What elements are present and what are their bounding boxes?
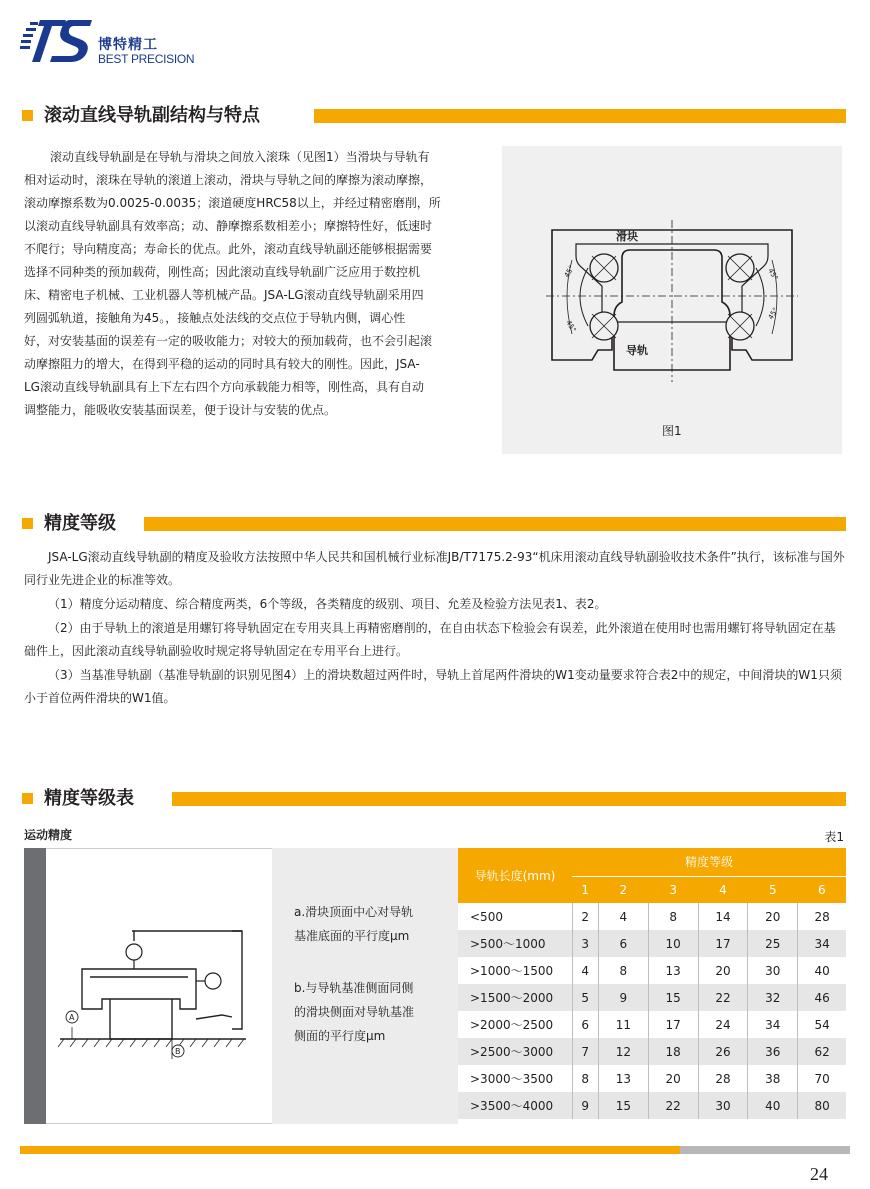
tolerance-cell: 3 — [572, 930, 598, 957]
tolerance-cell: 40 — [798, 957, 846, 984]
tolerance-cell: 4 — [572, 957, 598, 984]
paragraph: （3）当基准导轨副（基准导轨副的识别见图4）上的滑块数超过两件时，导轨上首尾两件滑块的W1变动量要求符合表2中的规定，中间滑块的W1只须小于首位两件滑块的W1值。 — [24, 668, 842, 705]
heading-accent-bar — [144, 517, 846, 531]
description-b: b.与导轨基准侧面同侧 的滑块侧面对导轨基准 侧面的平行度μm — [294, 981, 415, 1043]
paragraph-line: 好，对安装基面的误差有一定的吸收能力；对较大的预加载荷，也不会引起滚 — [24, 334, 433, 348]
paragraph-line: 动摩擦阻力的增大，在得到平稳的运动的同时具有较大的刚性。因此，JSA- — [24, 357, 420, 371]
tolerance-cell: 32 — [748, 984, 798, 1011]
paragraph-line: LG滚动直线导轨副具有上下左右四个方向承载能力相等，刚性高，具有自动 — [24, 380, 424, 394]
tolerance-cell: 13 — [648, 957, 698, 984]
rail-length-cell: >1000～1500 — [458, 957, 572, 984]
tolerance-cell: 26 — [698, 1038, 748, 1065]
heading-bullet-icon — [22, 793, 33, 804]
figure-1-caption: 图1 — [662, 424, 682, 438]
tolerance-cell: 15 — [598, 1092, 648, 1119]
tolerance-cell: 15 — [648, 984, 698, 1011]
tolerance-cell: 20 — [648, 1065, 698, 1092]
page-number: 24 — [810, 1164, 828, 1184]
heading-accent-bar — [172, 792, 846, 806]
table-number: 表1 — [824, 830, 844, 844]
tolerance-cell: 11 — [598, 1011, 648, 1038]
measurement-diagram-panel — [46, 848, 272, 1124]
section-title: 滚动直线导轨副结构与特点 — [44, 104, 270, 128]
figure-1-panel — [502, 146, 842, 454]
svg-text:45°: 45° — [562, 264, 576, 279]
paragraph-line: 列圆弧轨道，接触角为45。，接触点处法线的交点位于导轨内侧，调心性 — [24, 311, 406, 325]
tolerance-cell: 20 — [698, 957, 748, 984]
tolerance-cell: 7 — [572, 1038, 598, 1065]
tolerance-cell: 9 — [598, 984, 648, 1011]
structure-paragraph — [24, 146, 494, 422]
rail-length-cell: >2000～2500 — [458, 1011, 572, 1038]
tolerance-cell: 18 — [648, 1038, 698, 1065]
tolerance-cell: 9 — [572, 1092, 598, 1119]
measurement-description-panel — [272, 848, 458, 1124]
section-heading-table — [22, 787, 846, 811]
tolerance-cell: 12 — [598, 1038, 648, 1065]
tolerance-cell: 13 — [598, 1065, 648, 1092]
rail-length-cell: >1500～2000 — [458, 984, 572, 1011]
tolerance-cell: 17 — [648, 1011, 698, 1038]
rail-length-cell: >3500～4000 — [458, 1092, 572, 1119]
paragraph-line: 床、精密电子机械、工业机器人等机械产品。JSA-LG滚动直线导轨副采用四 — [24, 288, 424, 302]
tolerance-cell: 22 — [648, 1092, 698, 1119]
paragraph-line: 不爬行；导向精度高；寿命长的优点。此外，滚动直线导轨副还能够根据需要 — [24, 242, 433, 256]
tolerance-cell: 62 — [798, 1038, 846, 1065]
rail-label: 导轨 — [626, 344, 648, 357]
tolerance-cell: 34 — [798, 930, 846, 957]
tolerance-cell: 14 — [698, 903, 748, 930]
paragraph: （2）由于导轨上的滚道是用螺钉将导轨固定在专用夹具上再精密磨削的，在自由状态下检验会有误差，此外滚道在使用时也需用螺钉将导轨固定在基础件上，因此滚动直线导轨副验收时规定将导轨固定在专用平台上进行。 — [24, 621, 836, 658]
paragraph: JSA-LG滚动直线导轨副的精度及验收方法按照中华人民共和国机械行业标准JB/T7175.2-93“机床用滚动直线导轨副验收技术条件”执行，该标准与国外同行业先进企业的标准等效。 — [24, 550, 845, 587]
heading-bullet-icon — [22, 110, 33, 121]
tolerance-cell: 17 — [698, 930, 748, 957]
rail-cross-section-diagram — [502, 146, 842, 416]
tolerance-cell: 10 — [648, 930, 698, 957]
paragraph: （1）精度分运动精度、综合精度两类，6个等级，各类精度的级别、项目、允差及检验方法见表1、表2。 — [48, 597, 607, 611]
section-title: 精度等级 — [44, 512, 126, 536]
header-grade: 2 — [598, 876, 648, 903]
paragraph-line: 滚动直线导轨副是在导轨与滑块之间放入滚珠（见图1）当滑块与导轨有 — [50, 150, 430, 164]
best-precision-logo-icon — [20, 18, 96, 66]
tolerance-cell: 28 — [698, 1065, 748, 1092]
heading-accent-bar — [314, 109, 846, 123]
tolerance-cell: 46 — [798, 984, 846, 1011]
brand-logo — [20, 18, 210, 70]
tolerance-cell: 5 — [572, 984, 598, 1011]
rail-length-cell: <500 — [458, 903, 572, 930]
section-heading-precision — [22, 512, 846, 536]
tolerance-cell: 24 — [698, 1011, 748, 1038]
tolerance-cell: 34 — [748, 1011, 798, 1038]
tolerance-cell: 22 — [698, 984, 748, 1011]
svg-text:45°: 45° — [766, 306, 780, 321]
dial-gauge-icon — [126, 944, 221, 989]
header-grade: 6 — [798, 876, 846, 903]
tolerance-cell: 2 — [572, 903, 598, 930]
footer-bar — [20, 1146, 850, 1154]
measurement-setup-diagram — [46, 849, 272, 1125]
tolerance-cell: 54 — [798, 1011, 846, 1038]
tolerance-cell: 8 — [598, 957, 648, 984]
tolerance-cell: 6 — [572, 1011, 598, 1038]
brand-name-en: BEST PRECISION — [98, 52, 195, 66]
table-row — [458, 1011, 846, 1038]
tolerance-cell: 25 — [748, 930, 798, 957]
table-row — [458, 1038, 846, 1065]
tolerance-cell: 4 — [598, 903, 648, 930]
precision-paragraphs — [24, 546, 846, 711]
header-grade: 4 — [698, 876, 748, 903]
table-side-strip — [24, 848, 46, 1124]
svg-text:45°: 45° — [564, 319, 578, 334]
paragraph-line: 选择不同种类的预加载荷，刚性高；因此滚动直线导轨副广泛应用于数控机 — [24, 265, 421, 279]
tolerance-cell: 30 — [748, 957, 798, 984]
section-heading-structure — [22, 104, 846, 128]
paragraph-line: 以滚动直线导轨副具有效率高；动、静摩擦系数相差小；摩擦特性好，低速时 — [24, 219, 433, 233]
table-row — [458, 930, 846, 957]
table-row — [458, 984, 846, 1011]
rail-length-cell: >500～1000 — [458, 930, 572, 957]
tolerance-cell: 8 — [572, 1065, 598, 1092]
table-row — [458, 1065, 846, 1092]
table-row — [458, 903, 846, 930]
paragraph-line: 调整能力，能吸收安装基面误差，便于设计与安装的优点。 — [24, 403, 337, 417]
tolerance-cell: 6 — [598, 930, 648, 957]
header-grade: 5 — [748, 876, 798, 903]
tolerance-cell: 36 — [748, 1038, 798, 1065]
heading-bullet-icon — [22, 518, 33, 529]
tolerance-cell: 30 — [698, 1092, 748, 1119]
rail-length-cell: >2500～3000 — [458, 1038, 572, 1065]
header-precision-grade: 精度等级 — [572, 848, 846, 876]
reference-b-label: B — [175, 1047, 181, 1056]
header-grade: 3 — [648, 876, 698, 903]
tolerance-cell: 40 — [748, 1092, 798, 1119]
rail-length-cell: >3000～3500 — [458, 1065, 572, 1092]
header-grade: 1 — [572, 876, 598, 903]
brand-name-cn: 博特精工 — [98, 37, 158, 53]
tolerance-cell: 38 — [748, 1065, 798, 1092]
reference-a-label: A — [69, 1013, 75, 1022]
svg-text:45°: 45° — [766, 267, 780, 282]
precision-grade-table — [458, 848, 846, 1119]
tolerance-cell: 80 — [798, 1092, 846, 1119]
tolerance-cell: 20 — [748, 903, 798, 930]
table-subtitle: 运动精度 — [24, 828, 73, 842]
section-title: 精度等级表 — [44, 787, 144, 811]
paragraph-line: 滚动摩擦系数为0.0025-0.0035；滚道硬度HRC58以上，并经过精密磨削，所 — [24, 196, 441, 210]
paragraph-line: 相对运动时，滚珠在导轨的滚道上滚动，滑块与导轨之间的摩擦为滚动摩擦， — [24, 173, 433, 187]
description-a: a.滑块顶面中心对导轨 基准底面的平行度μm — [294, 905, 414, 943]
table-row — [458, 957, 846, 984]
tolerance-cell: 8 — [648, 903, 698, 930]
tolerance-cell: 28 — [798, 903, 846, 930]
header-rail-length: 导轨长度(mm) — [458, 848, 572, 903]
slider-label: 滑块 — [616, 230, 638, 243]
table-row — [458, 1092, 846, 1119]
tolerance-cell: 70 — [798, 1065, 846, 1092]
